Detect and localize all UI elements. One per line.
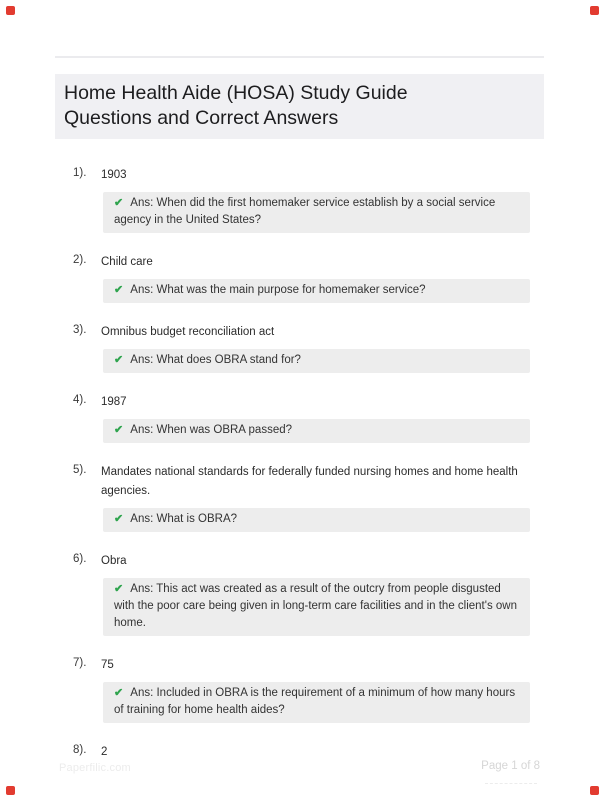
question-term: Obra: [101, 555, 127, 567]
qa-item: [0, 323, 606, 373]
qa-item: [0, 253, 606, 303]
question-term: Omnibus budget reconciliation act: [101, 326, 275, 338]
answer-text: Ans: This act was created as a result of the outcry from people disgusted with the poor care being given in long-term care facilities and in the client's own home.: [114, 583, 517, 629]
answer-box: [103, 508, 530, 532]
question-number: 6).: [73, 553, 87, 565]
answer-text: Ans: What does OBRA stand for?: [130, 354, 301, 366]
qa-item: [0, 393, 606, 443]
question-term: 2: [101, 746, 108, 758]
check-icon: ✔: [114, 284, 127, 296]
qa-list: [0, 166, 606, 762]
watermark-text: Paperfilic.com: [59, 762, 131, 774]
answer-text: Ans: What was the main purpose for homemaker service?: [130, 284, 426, 296]
qa-item: [0, 463, 606, 532]
question-number: 3).: [73, 324, 87, 336]
check-icon: ✔: [114, 354, 127, 366]
answer-text: Ans: Included in OBRA is the requirement of a minimum of how many hours of training for home health aides?: [114, 687, 516, 716]
qa-item: [0, 166, 606, 233]
answer-text: Ans: When was OBRA passed?: [130, 424, 292, 436]
question-term: Child care: [101, 256, 153, 268]
corner-marker-bottom-right: [590, 786, 599, 795]
corner-marker-bottom-left: [6, 786, 15, 795]
question-number: 2).: [73, 254, 87, 266]
answer-box: [103, 419, 530, 443]
question-term: 1903: [101, 169, 127, 181]
qa-item: [0, 552, 606, 636]
check-icon: ✔: [114, 197, 127, 209]
page-number-label: Page 1 of 8: [481, 760, 540, 772]
question-number: 8).: [73, 744, 87, 756]
page-title-line-1: Home Health Aide (HOSA) Study Guide: [64, 82, 408, 104]
question-number: 7).: [73, 657, 87, 669]
check-icon: ✔: [114, 583, 127, 595]
question-number: 5).: [73, 464, 87, 476]
footer-dashed-line: [485, 783, 537, 784]
corner-marker-top-right: [590, 6, 599, 15]
check-icon: ✔: [114, 687, 127, 699]
answer-box: [103, 578, 530, 636]
question-term: 1987: [101, 396, 127, 408]
qa-item: [0, 656, 606, 723]
corner-marker-top-left: [6, 6, 15, 15]
question-number: 1).: [73, 167, 87, 179]
question-term: 75: [101, 659, 114, 671]
question-number: 4).: [73, 394, 87, 406]
document-title-box: [55, 74, 544, 139]
answer-box: [103, 682, 530, 723]
answer-box: [103, 279, 530, 303]
check-icon: ✔: [114, 513, 127, 525]
question-term: Mandates national standards for federally funded nursing homes and home health agencies.: [101, 466, 518, 497]
header-divider: [55, 56, 544, 58]
answer-box: [103, 349, 530, 373]
answer-text: Ans: What is OBRA?: [130, 513, 238, 525]
page-title-line-2: Questions and Correct Answers: [64, 107, 339, 129]
answer-text: Ans: When did the first homemaker service establish by a social service agency in the United States?: [114, 197, 496, 226]
check-icon: ✔: [114, 424, 127, 436]
answer-box: [103, 192, 530, 233]
